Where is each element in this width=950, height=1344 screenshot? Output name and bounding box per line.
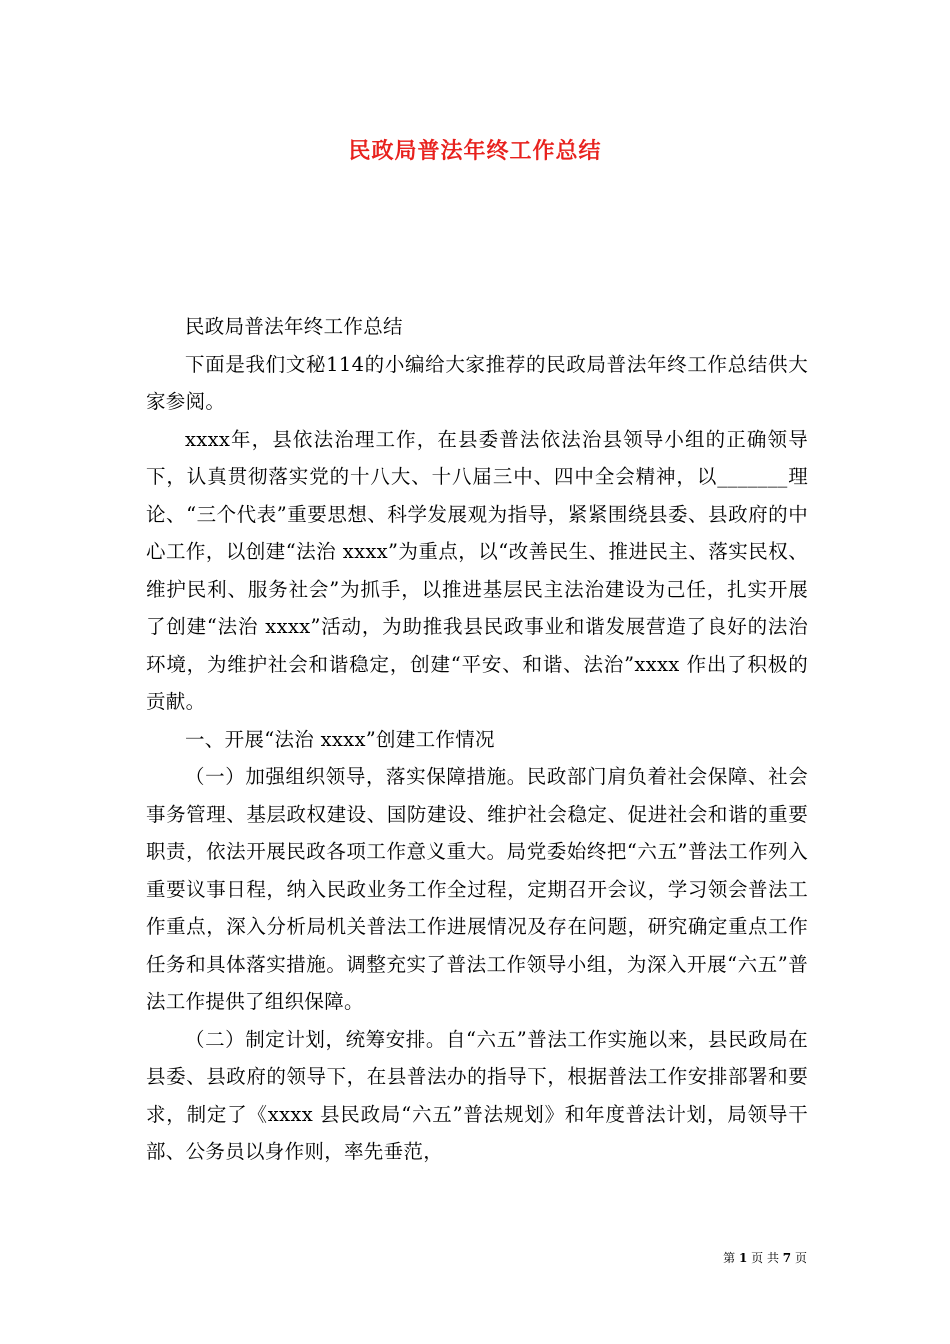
document-body [146, 308, 808, 1171]
section-heading-1: 一、开展“法治 xxxx”创建工作情况 [185, 727, 495, 751]
footer-suffix: 页 [794, 1251, 807, 1265]
footer-total-pages: 7 [782, 1251, 792, 1265]
footer-current-page: 1 [738, 1251, 748, 1265]
document-title: 民政局普法年终工作总结 [348, 138, 602, 164]
paragraph-overview: xxxx年，县依法治理工作，在县委普法依法治县领导小组的正确领导下，认真贯彻落实党的十八大、十八届三中、四中全会精神，以_______理论、“三个代表”重要思想、科学发展观为指导，紧紧围绕县委、县政府的中心工作，以创建“法治 xxxx”为重点，以“改善民生、推进民主、落实民权、维护民利、服务社会”为抓手，以推进基层民主法治建设为己任，扎实开展了创建“法治 xxxx”活动，为助推我县民政事业和谐发展营造了良好的法治环境，为维护社会和谐稳定，创建“平安、和谐、法治”xxxx 作出了积极的贡献。 [146, 427, 808, 713]
paragraph-intro: 下面是我们文秘114的小编给大家推荐的民政局普法年终工作总结供大家参阅。 [146, 352, 808, 413]
paragraph-subtitle: 民政局普法年终工作总结 [185, 315, 403, 338]
page-number-footer [723, 1249, 807, 1266]
footer-prefix: 第 [723, 1251, 736, 1265]
footer-middle: 页 共 [751, 1251, 779, 1265]
paragraph-section-1-2: （二）制定计划，统筹安排。自“六五”普法工作实施以来，县民政局在县委、县政府的领导下，在县普法办的指导下，根据普法工作安排部署和要求，制定了《xxxx 县民政局“六五”普法规划》和年度普法计划，局领导干部、公务员以身作则，率先垂范， [146, 1027, 808, 1163]
paragraph-section-1-1: （一）加强组织领导，落实保障措施。民政部门肩负着社会保障、社会事务管理、基层政权建设、国防建设、维护社会稳定、促进社会和谐的重要职责，依法开展民政各项工作意义重大。局党委始终把“六五”普法工作列入重要议事日程，纳入民政业务工作全过程，定期召开会议，学习领会普法工作重点，深入分析局机关普法工作进展情况及存在问题，研究确定重点工作任务和具体落实措施。调整充实了普法工作领导小组，为深入开展“六五”普法工作提供了组织保障。 [146, 765, 808, 1013]
